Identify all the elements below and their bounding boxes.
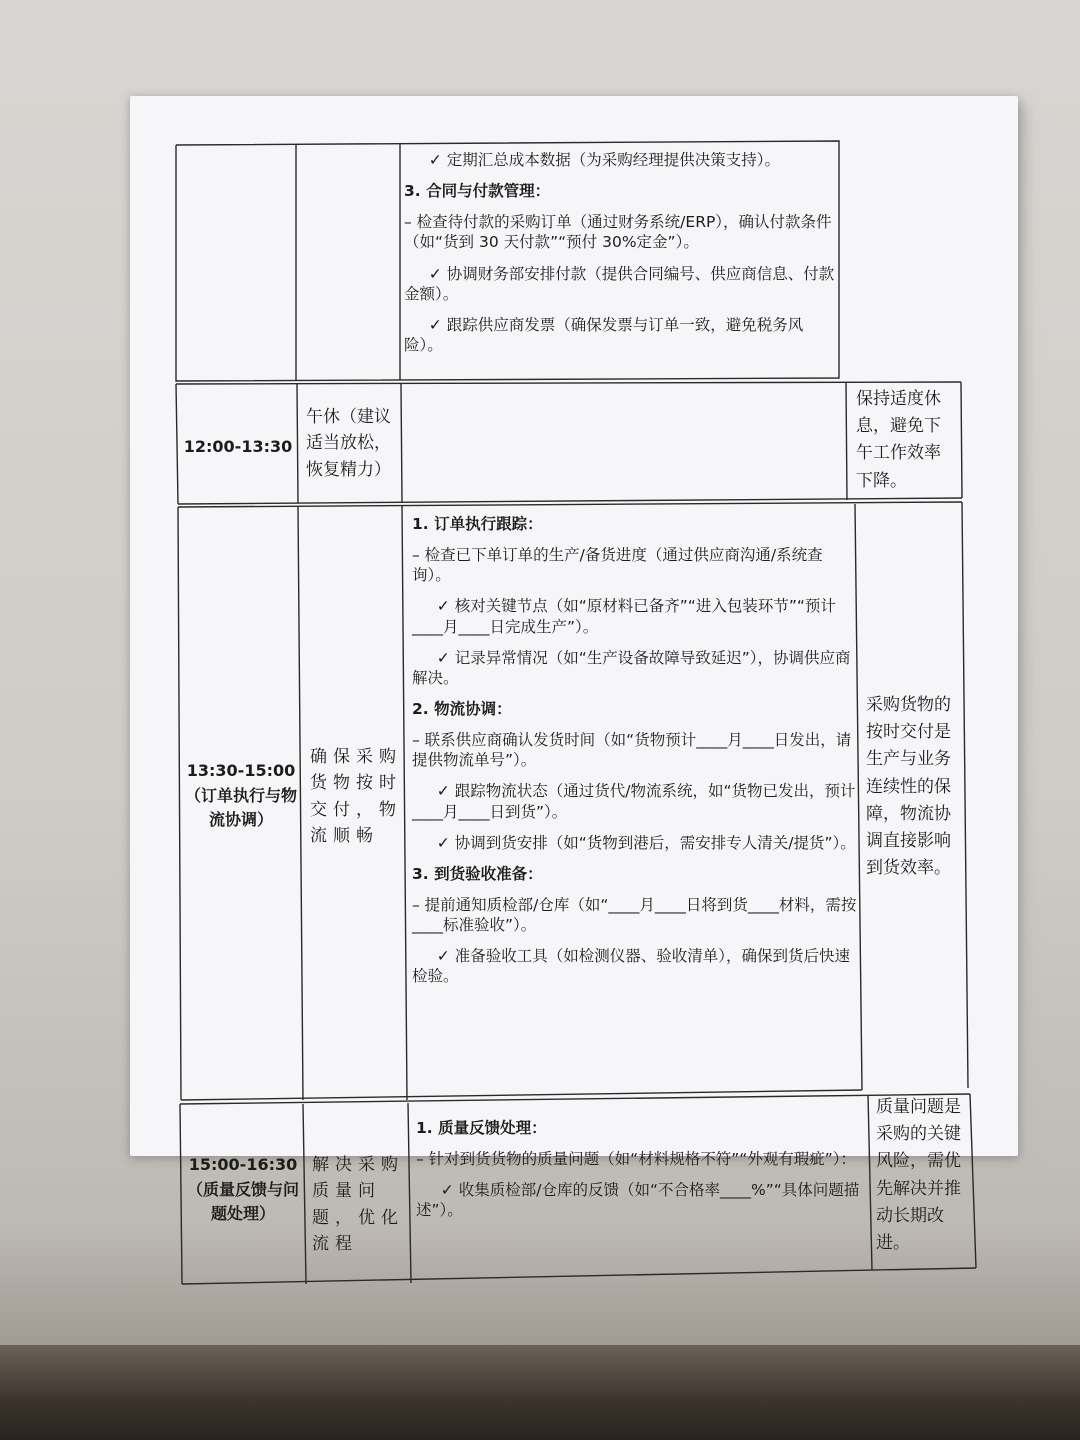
row3-detail-2 bbox=[412, 596, 858, 647]
row3-time-block bbox=[180, 758, 302, 833]
row4-details bbox=[416, 1118, 866, 1232]
row4-note: 质量问题是采购的关键风险，需优先解决并推动长期改进。 bbox=[876, 1097, 961, 1253]
row3-time-sub: （订单执行与物流协调） bbox=[184, 785, 297, 830]
row1-detail-2: – 检查待付款的采购订单（通过财务系统/ERP），确认付款条件（如“货到 30 天付款”“预付 30%定金”）。 bbox=[404, 213, 832, 252]
row3-detail-9: – 提前通知质检部/仓库（如“____月____日将到货____材料，需按____标准验收”）。 bbox=[412, 895, 857, 935]
detail-text: 跟踪供应商发票（确保发票与订单一致，避免税务风险）。 bbox=[404, 315, 804, 354]
row1-details bbox=[404, 150, 836, 366]
row3-detail-3 bbox=[412, 648, 858, 699]
row2-note: 保持适度休息，避免下午工作效率下降。 bbox=[856, 389, 941, 491]
row4-detail-0: 1. 质量反馈处理： bbox=[416, 1119, 547, 1137]
check-icon: ✓ bbox=[436, 833, 450, 852]
detail-text: 记录异常情况（如“生产设备故障导致延迟”），协调供应商解决。 bbox=[412, 648, 851, 687]
row3-details bbox=[412, 514, 858, 998]
detail-text: 跟踪物流状态（通过货代/物流系统，如“货物已发出，预计____月____日到货”）。 bbox=[412, 782, 856, 821]
row3-detail-1: – 检查已下单订单的生产/备货进度（通过供应商沟通/系统查询）。 bbox=[412, 546, 823, 585]
row4-time: 15:00-16:30 bbox=[188, 1155, 298, 1174]
detail-text: 协调财务部安排付款（提供合同编号、供应商信息、付款金额）。 bbox=[404, 264, 835, 303]
row2-time: 12:00-13:30 bbox=[183, 437, 293, 456]
check-icon: ✓ bbox=[436, 782, 450, 801]
row3-note: 采购货物的按时交付是生产与业务连续性的保障，物流协调直接影响到货效率。 bbox=[866, 695, 951, 879]
row3-time: 13:30-15:00 bbox=[186, 761, 296, 780]
row3-detail-5: – 联系供应商确认发货时间（如“货物预计____月____日发出，请提供物流单号”）。 bbox=[412, 731, 852, 770]
check-icon: ✓ bbox=[428, 151, 442, 169]
row4-goal: 解决采购质量问题，优化流程 bbox=[312, 1155, 404, 1255]
row1-detail-4 bbox=[404, 315, 836, 366]
check-icon: ✓ bbox=[428, 315, 442, 334]
row3-detail-6 bbox=[412, 781, 858, 832]
row1-detail-1: 3. 合同与付款管理： bbox=[404, 182, 551, 201]
check-icon: ✓ bbox=[440, 1181, 454, 1200]
row3-detail-10 bbox=[412, 946, 858, 997]
row4-time-sub: （质量反馈与问题处理） bbox=[186, 1179, 299, 1224]
row3-goal: 确保采购货物按时交付，物流顺畅 bbox=[310, 747, 402, 847]
row3-detail-8: 3. 到货验收准备： bbox=[412, 864, 543, 883]
row4-detail-1: – 针对到货货物的质量问题（如“材料规格不符”“外观有瑕疵”）： bbox=[416, 1150, 857, 1169]
check-icon: ✓ bbox=[436, 947, 450, 966]
detail-text: 准备验收工具（如检测仪器、验收清单），确保到货后快速检验。 bbox=[412, 947, 850, 986]
check-icon: ✓ bbox=[436, 597, 450, 616]
row4-time-block bbox=[182, 1152, 304, 1227]
row2-goal: 午休（建议适当放松，恢复精力） bbox=[306, 407, 391, 480]
row3-detail-7 bbox=[412, 833, 858, 864]
row3-detail-0: 1. 订单执行跟踪： bbox=[412, 515, 543, 533]
row4-detail-2 bbox=[416, 1180, 866, 1231]
row3-detail-4: 2. 物流协调： bbox=[412, 699, 512, 718]
detail-text: 核对关键节点（如“原材料已备齐”“进入包装环节”“预计____月____日完成生产”）。 bbox=[412, 597, 836, 636]
detail-text: 协调到货安排（如“货物到港后，需安排专人清关/提货”）。 bbox=[454, 833, 856, 852]
row1-detail-0 bbox=[404, 150, 836, 181]
row1-detail-3 bbox=[404, 264, 836, 315]
detail-text: 定期汇总成本数据（为采购经理提供决策支持）。 bbox=[446, 151, 780, 169]
detail-text: 收集质检部/仓库的反馈（如“不合格率____%”“具体问题描述”）。 bbox=[416, 1181, 860, 1220]
check-icon: ✓ bbox=[428, 264, 442, 283]
check-icon: ✓ bbox=[436, 648, 450, 667]
